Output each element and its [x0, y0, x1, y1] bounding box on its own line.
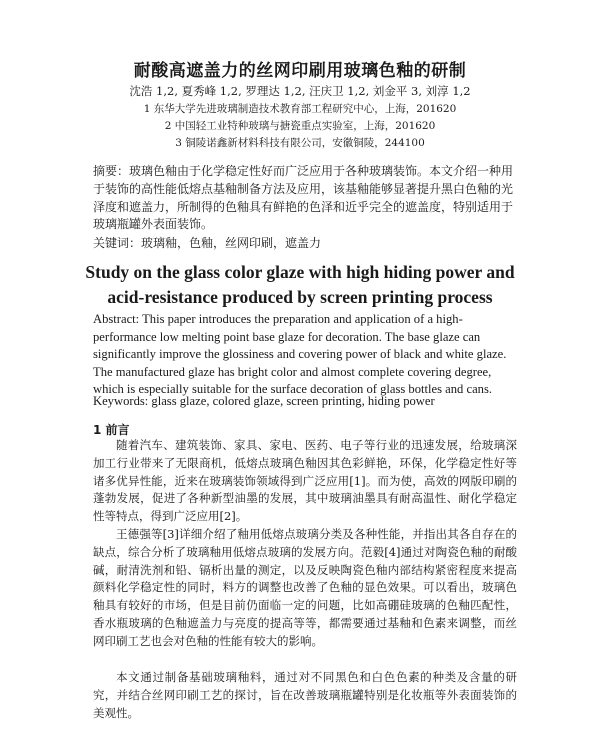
chinese-keywords: 关键词：玻璃釉，色釉，丝网印刷，遮盖力: [93, 236, 322, 250]
english-title-line-2: acid-resistance produced by screen printing process: [107, 287, 493, 307]
affiliation-2: 2 中国轻工业特种玻璃与搪瓷重点实验室，上海，201620: [164, 120, 436, 132]
section-heading-introduction: 1 前言: [93, 423, 130, 437]
affiliation-1: 1 东华大学先进玻璃制造技术教育部工程研究中心，上海，201620: [143, 103, 457, 115]
chinese-abstract: 摘要：玻璃色釉由于化学稳定性好而广泛应用于各种玻璃装饰。本文介绍一种用于装饰的高性能低熔点基釉制备方法及应用，该基釉能够显著提升黑白色釉的光泽度和遮盖力，所制得的色釉具有鲜艳的色泽和近乎完全的遮盖度，特别适用于玻璃瓶罐外表面装饰。: [93, 164, 514, 232]
affiliation-3: 3 铜陵诺鑫新材料科技有限公司，安徽铜陵，244100: [175, 137, 425, 149]
english-keywords: Keywords: glass glaze, colored glaze, screen printing, hiding power: [93, 394, 435, 408]
english-abstract: Abstract: This paper introduces the preparation and application of a high-performance low melting point base glaze for decoration. The base glaze can significantly improve the glossiness and covering power of black and white glaze. The manufactured glaze has bright color and almost complete covering degree, which is especially suitable for the surface decoration of glass bottles and cans.: [93, 312, 507, 397]
intro-paragraph-1: 随着汽车、建筑装饰、家具、家电、医药、电子等行业的迅速发展，给玻璃深加工行业带来了无限商机，低熔点玻璃色釉因其色彩鲜艳，环保，化学稳定性好等诸多优异性能，近来在玻璃装饰领域得到广泛应用[1]。而为使，高效的网版印刷的蓬勃发展，促进了各种新型油墨的发展，其中玻璃油墨具有耐高温性、耐化学稳定性等特点，得到广泛应用[2]。: [93, 438, 517, 524]
author-list: 沈浩 1,2, 夏秀峰 1,2, 罗理达 1,2, 汪庆卫 1,2, 刘金平 3, 刘淳 1,2: [129, 84, 471, 98]
intro-paragraph-3: 本文通过制备基础玻璃釉料，通过对不同黑色和白色色素的种类及含量的研究，并结合丝网印刷工艺的探讨，旨在改善玻璃瓶罐特别是化妆瓶等外表面装饰的美观性。: [93, 670, 517, 720]
intro-paragraph-2: 王德强等[3]详细介绍了釉用低熔点玻璃分类及各种性能，并指出其各自存在的缺点，综合分析了玻璃釉用低熔点玻璃的发展方向。范毅[4]通过对陶瓷色釉的耐酸碱，耐清洗剂和铅、镉析出量的测定，以及反映陶瓷色釉内部结构紧密程度来提高颜料化学稳定性的同时，料方的调整也改善了色釉的显色效果。可以看出，玻璃色釉具有较好的市场，但是目前仍面临一定的问题，比如高硼硅玻璃的色釉匹配性，香水瓶玻璃的色釉遮盖力与亮度的提高等等，都需要通过基釉和色素来调整，而丝网印刷工艺也会对色釉的性能有较大的影响。: [93, 527, 517, 648]
chinese-title: 耐酸高遮盖力的丝网印刷用玻璃色釉的研制: [133, 61, 467, 81]
english-title-line-1: Study on the glass color glaze with high hiding power and: [85, 262, 515, 282]
